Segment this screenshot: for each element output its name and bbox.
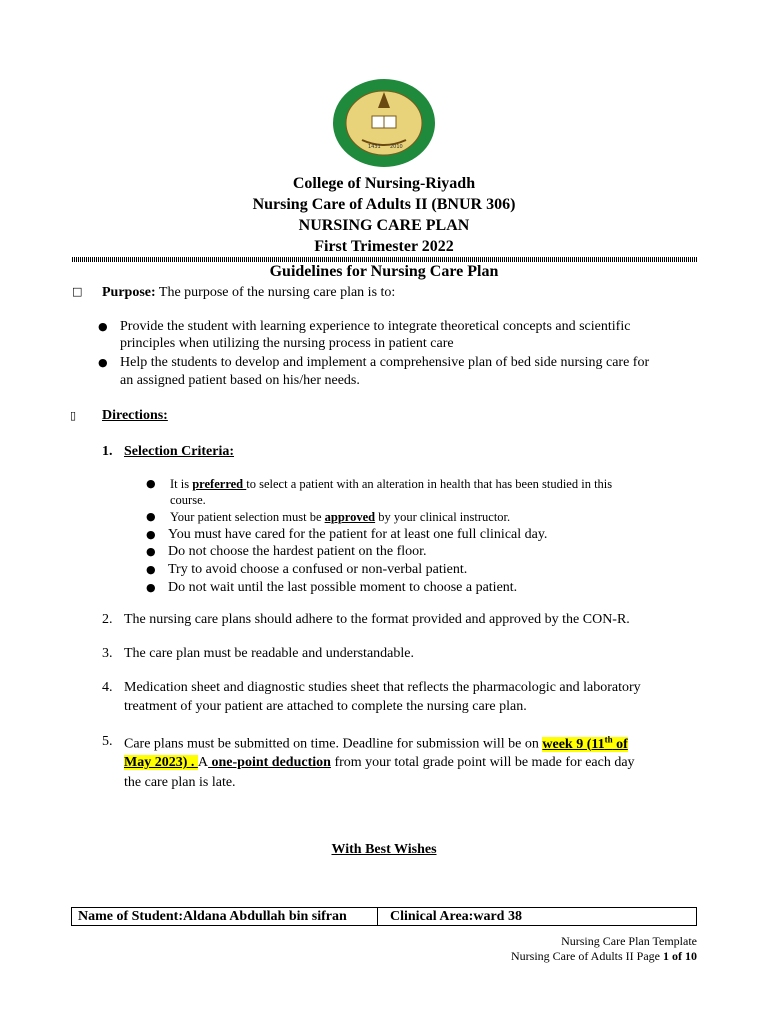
footer-page: Nursing Care of Adults II Page 1 of 10 [511,949,697,963]
purpose-item: Help the students to develop and implement a comprehensive plan of bed side nursing care for [120,355,650,370]
purpose-item: principles when utilizing the nursing process in patient care [120,336,454,351]
bullet-icon: ● [146,477,156,490]
purpose-item: Provide the student with learning experience to integrate theoretical concepts and scientific [120,319,631,334]
criterion-approved: Your patient selection must be approved by your clinical instructor. [170,510,511,524]
student-name-cell: Name of Student:Aldana Abdullah bin sifran [72,908,378,925]
bullet-icon: ● [146,563,156,576]
list-number: 1. [102,444,113,459]
bullet-icon: ● [98,320,108,333]
criterion: Do not choose the hardest patient on the floor. [168,544,427,559]
directions-marker-icon: ▯ [70,409,77,422]
selection-criteria-label: Selection Criteria: [124,444,235,459]
page-number: 1 of 10 [663,949,697,963]
criterion: You must have cared for the patient for at least one full clinical day. [168,527,548,542]
clinical-area-cell: Clinical Area:ward 38 [390,909,522,924]
list-number: 4. [102,680,113,695]
directions-label: Directions: [102,408,168,423]
direction-item: The care plan must be readable and understandable. [124,646,414,661]
direction-item: treatment of your patient are attached to complete the nursing care plan. [124,699,527,714]
college-name: College of Nursing-Riyadh [292,175,476,192]
deadline-highlight: week 9 (11th of [542,734,628,752]
bullet-icon: ● [146,510,156,523]
document-title: NURSING CARE PLAN [298,217,470,234]
criterion: Do not wait until the last possible moment to choose a patient. [168,580,518,595]
course-title: Nursing Care of Adults II (BNUR 306) [252,196,516,213]
purpose-label: Purpose: [102,285,156,300]
criterion-preferred-cont: course. [170,493,206,507]
header-divider [72,257,697,262]
list-number: 5. [102,734,113,749]
trimester: First Trimester 2022 [314,238,454,255]
bullet-icon: ● [146,528,156,541]
purpose-item: an assigned patient based on his/her needs. [120,373,360,388]
criterion-preferred: It is preferred to select a patient with an alteration in health that has been studied in this [170,477,613,491]
purpose-text: The purpose of the nursing care plan is to: [155,285,396,300]
purpose-marker-icon: □ [72,285,83,298]
purpose-line [102,285,395,301]
college-logo [332,78,436,168]
direction-item: the care plan is late. [124,775,236,790]
closing-text: With Best Wishes [331,842,437,857]
guidelines-title: Guidelines for Nursing Care Plan [269,263,499,280]
criterion: Try to avoid choose a confused or non-verbal patient. [168,562,468,577]
footer-template-name: Nursing Care Plan Template [561,934,697,948]
svg-text:1431: 1431 [368,144,381,150]
svg-text:2010: 2010 [390,144,403,150]
direction-item: The nursing care plans should adhere to the format provided and approved by the CON-R. [124,612,630,627]
deduction-line: May 2023) . A one-point deduction from your total grade point will be made for each day [124,755,635,770]
deadline-line: Care plans must be submitted on time. Deadline for submission will be on week 9 (11th of [124,734,628,752]
bullet-icon: ● [146,545,156,558]
list-number: 2. [102,612,113,627]
bullet-icon: ● [98,356,108,369]
bullet-icon: ● [146,581,156,594]
direction-item: Medication sheet and diagnostic studies sheet that reflects the pharmacologic and laboratory [124,680,641,695]
student-info-table [71,907,697,926]
list-number: 3. [102,646,113,661]
